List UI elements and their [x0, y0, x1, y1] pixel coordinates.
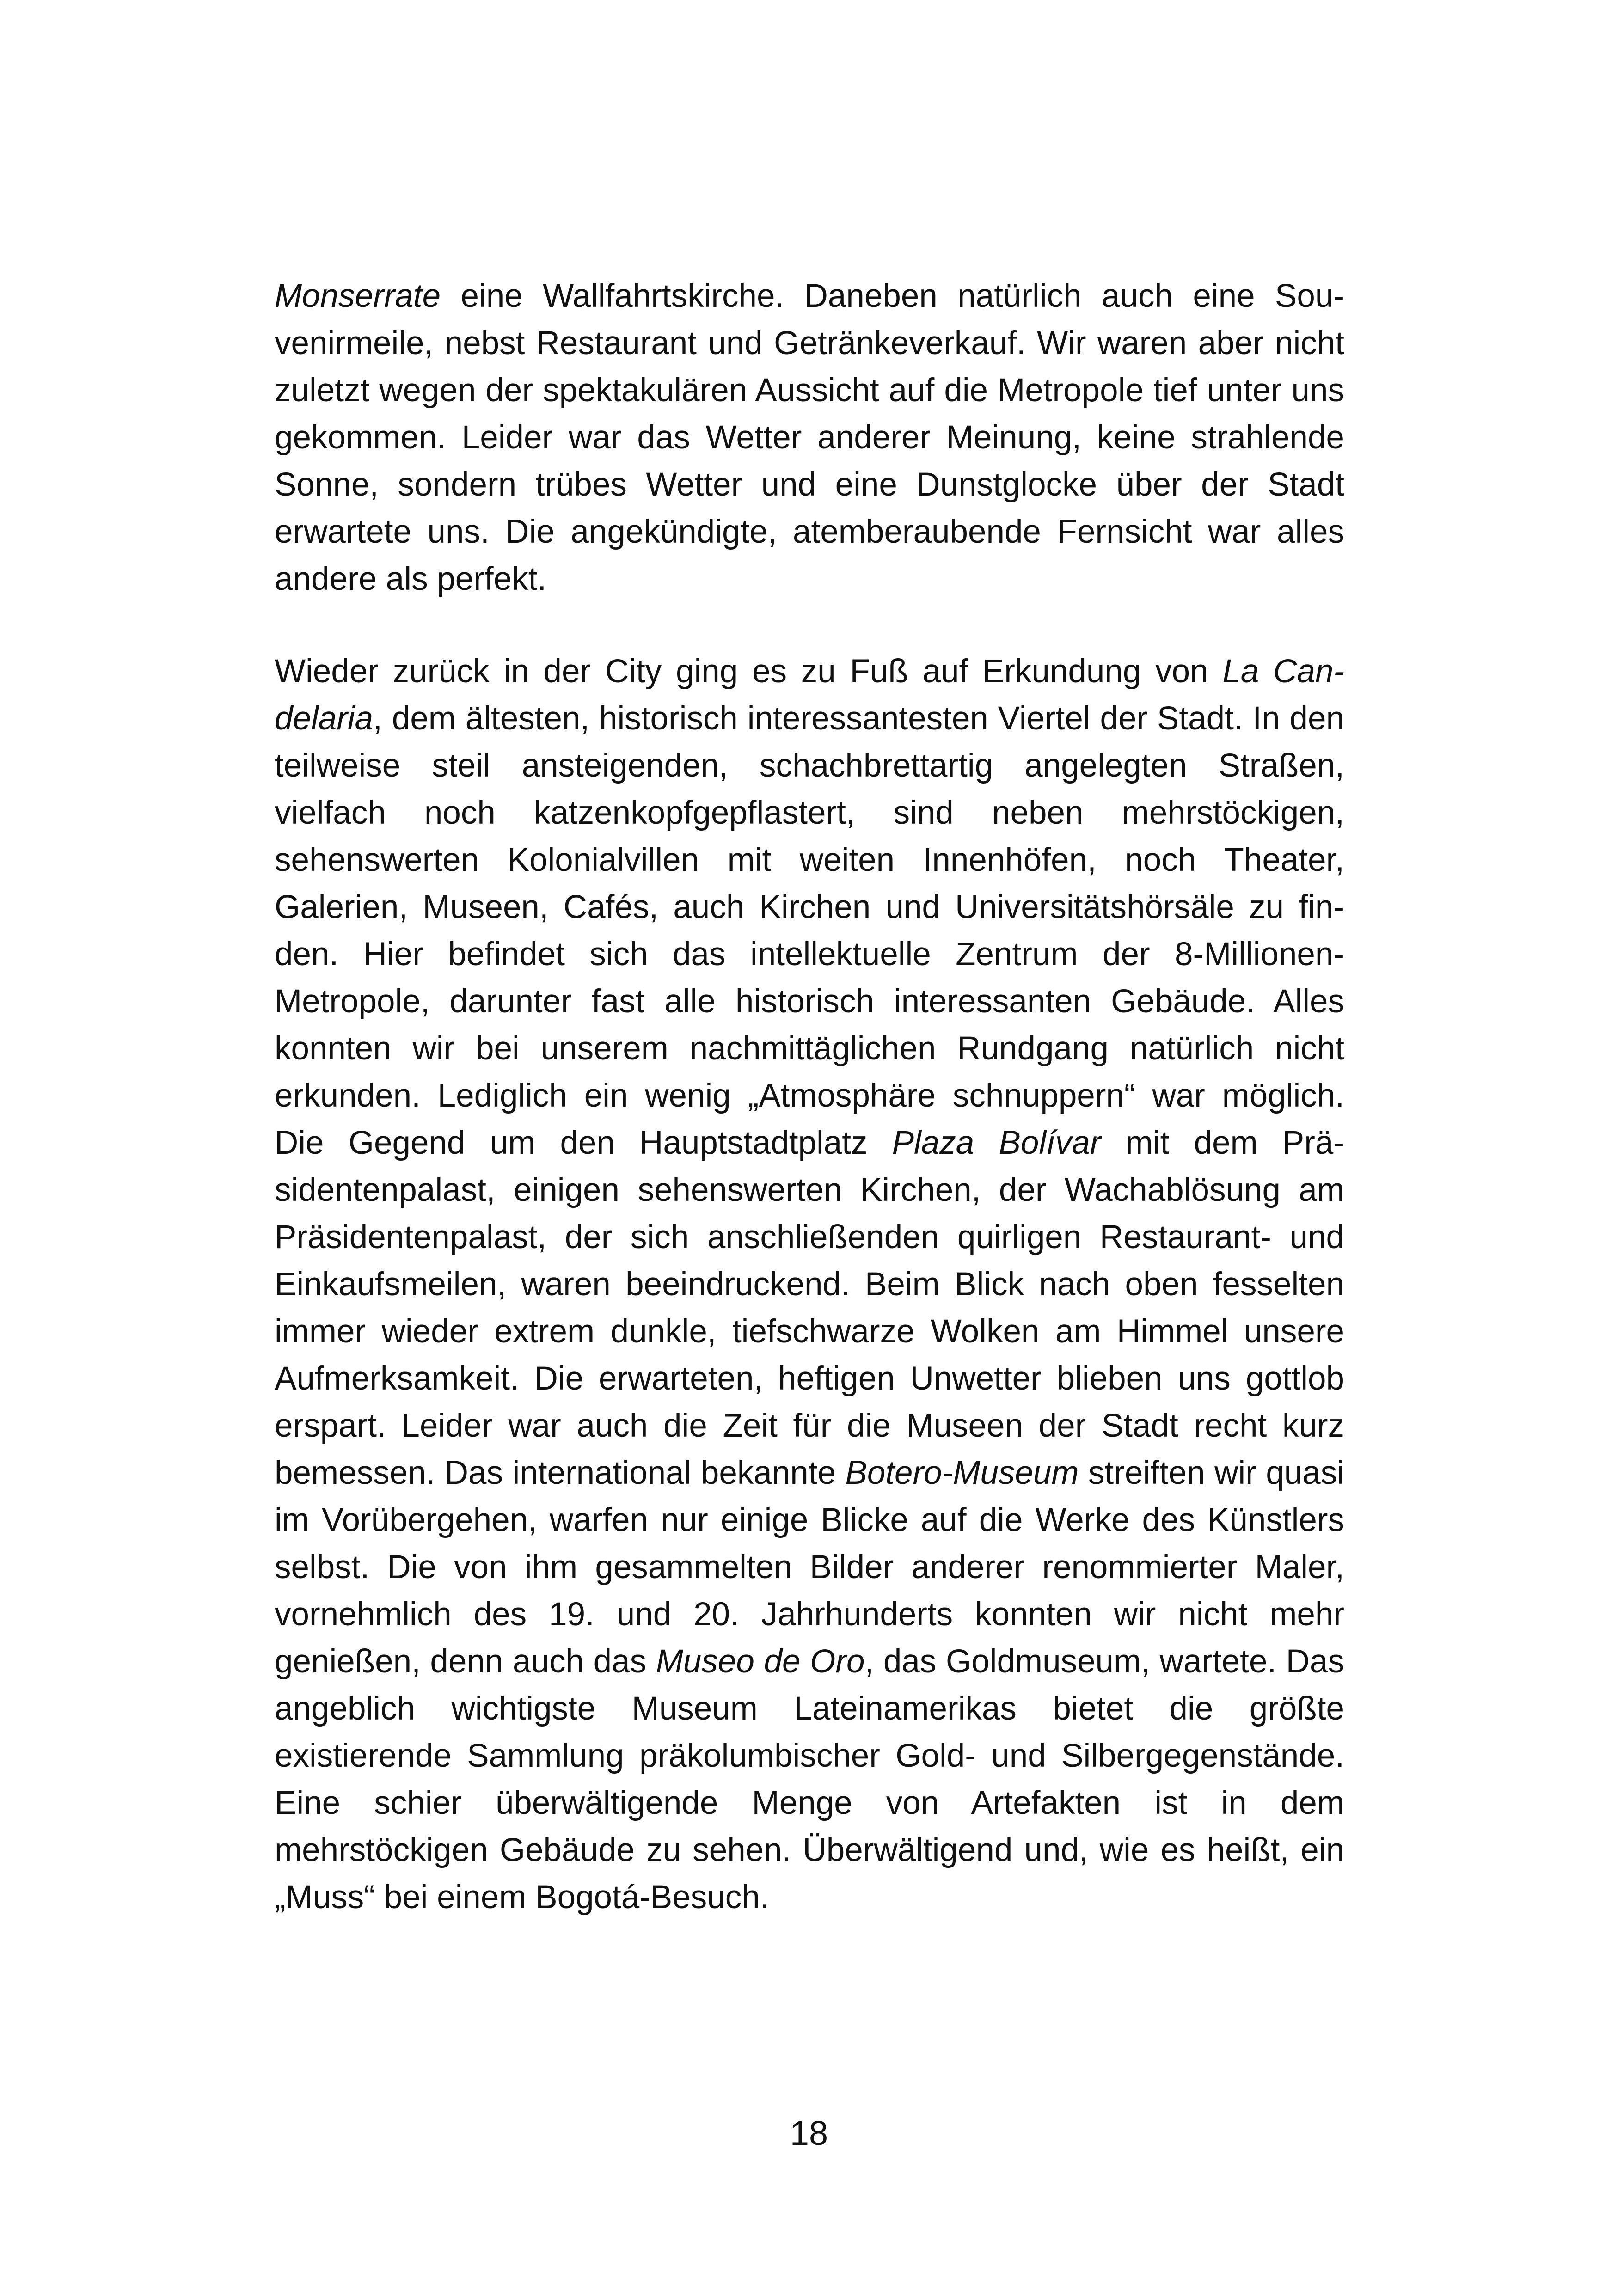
- text-segment: , dem ältesten, historisch interessantesten Viertel der Stadt. In den teilweise steil ansteigenden, schachbrettartig angelegten Straßen, vielfach noch katzenkopfgepflastert, sind neben mehrstöckigen, sehenswerten Kolonialvillen mit weiten Innenhöfen, noch Theater, Galerien, Museen, Cafés, auch Kirchen und Universitätshörsäle zu finden. Hier befindet sich das intellektuelle Zentrum der 8-Millionen-Metropole, darunter fast alle historisch interessanten Gebäude. Alles konnten wir bei unserem nachmittäglichen Rundgang natürlich nicht erkunden. Lediglich ein wenig „Atmosphäre schnuppern“ war möglich. Die Gegend um den Hauptstadtplatz: [275, 700, 1344, 1161]
- italic-text-segment: Museo de Oro: [656, 1643, 865, 1680]
- text-segment: , das Goldmuseum, wartete. Das angeblich wichtigste Museum Lateinamerikas bietet die größte existierende Sammlung präkolumbischer Gold- und Silbergegenstände. Eine schier überwältigende Menge von Artefakten ist in dem mehrstöckigen Gebäude zu sehen. Überwältigend und, wie es heißt, ein „Muss“ bei einem Bogotá-Besuch.: [275, 1643, 1344, 1916]
- text-segment: streiften wir quasi im Vorübergehen, warfen nur einige Blicke auf die Werke des Künstlers selbst. Die von ihm gesammelten Bilder anderer renommierter Maler, vornehmlich des 19. und 20. Jahrhunderts konnten wir nicht mehr genießen, denn auch das: [275, 1455, 1344, 1680]
- italic-text-segment: Monserrate: [275, 278, 441, 314]
- page-number: 18: [790, 2114, 828, 2152]
- text-segment: eine Wallfahrtskirche. Daneben natürlich auch eine Souvenirmeile, nebst Restaurant und Getränkeverkauf. Wir waren aber nicht zuletzt wegen der spektakulären Aussicht auf die Metropole tief unter uns gekommen. Leider war das Wetter anderer Meinung, keine strahlende Sonne, sondern trübes Wetter und eine Dunstglocke über der Stadt erwartete uns. Die angekündigte, atemberaubende Fernsicht war alles andere als perfekt.: [275, 278, 1344, 597]
- italic-text-segment: Botero-Museum: [845, 1455, 1079, 1491]
- italic-text-segment: Plaza Bolívar: [892, 1125, 1101, 1161]
- paragraph: [275, 273, 1344, 603]
- paragraph: [275, 648, 1344, 1921]
- text-segment: mit dem Präsidentenpalast, einigen sehenswerten Kirchen, der Wachablösung am Präsidentenpalast, der sich anschließenden quirligen Restaurant- und Einkaufsmeilen, waren beeindruckend. Beim Blick nach oben fesselten immer wieder extrem dunkle, tiefschwarze Wolken am Himmel unsere Aufmerksamkeit. Die erwarteten, heftigen Unwetter blieben uns gottlob erspart. Leider war auch die Zeit für die Museen der Stadt recht kurz bemessen. Das international bekannte: [275, 1125, 1344, 1491]
- body-text: [275, 273, 1344, 1921]
- text-segment: Wieder zurück in der City ging es zu Fuß auf Erkundung von: [275, 653, 1223, 690]
- italic-text-segment: La Candelaria: [275, 653, 1345, 737]
